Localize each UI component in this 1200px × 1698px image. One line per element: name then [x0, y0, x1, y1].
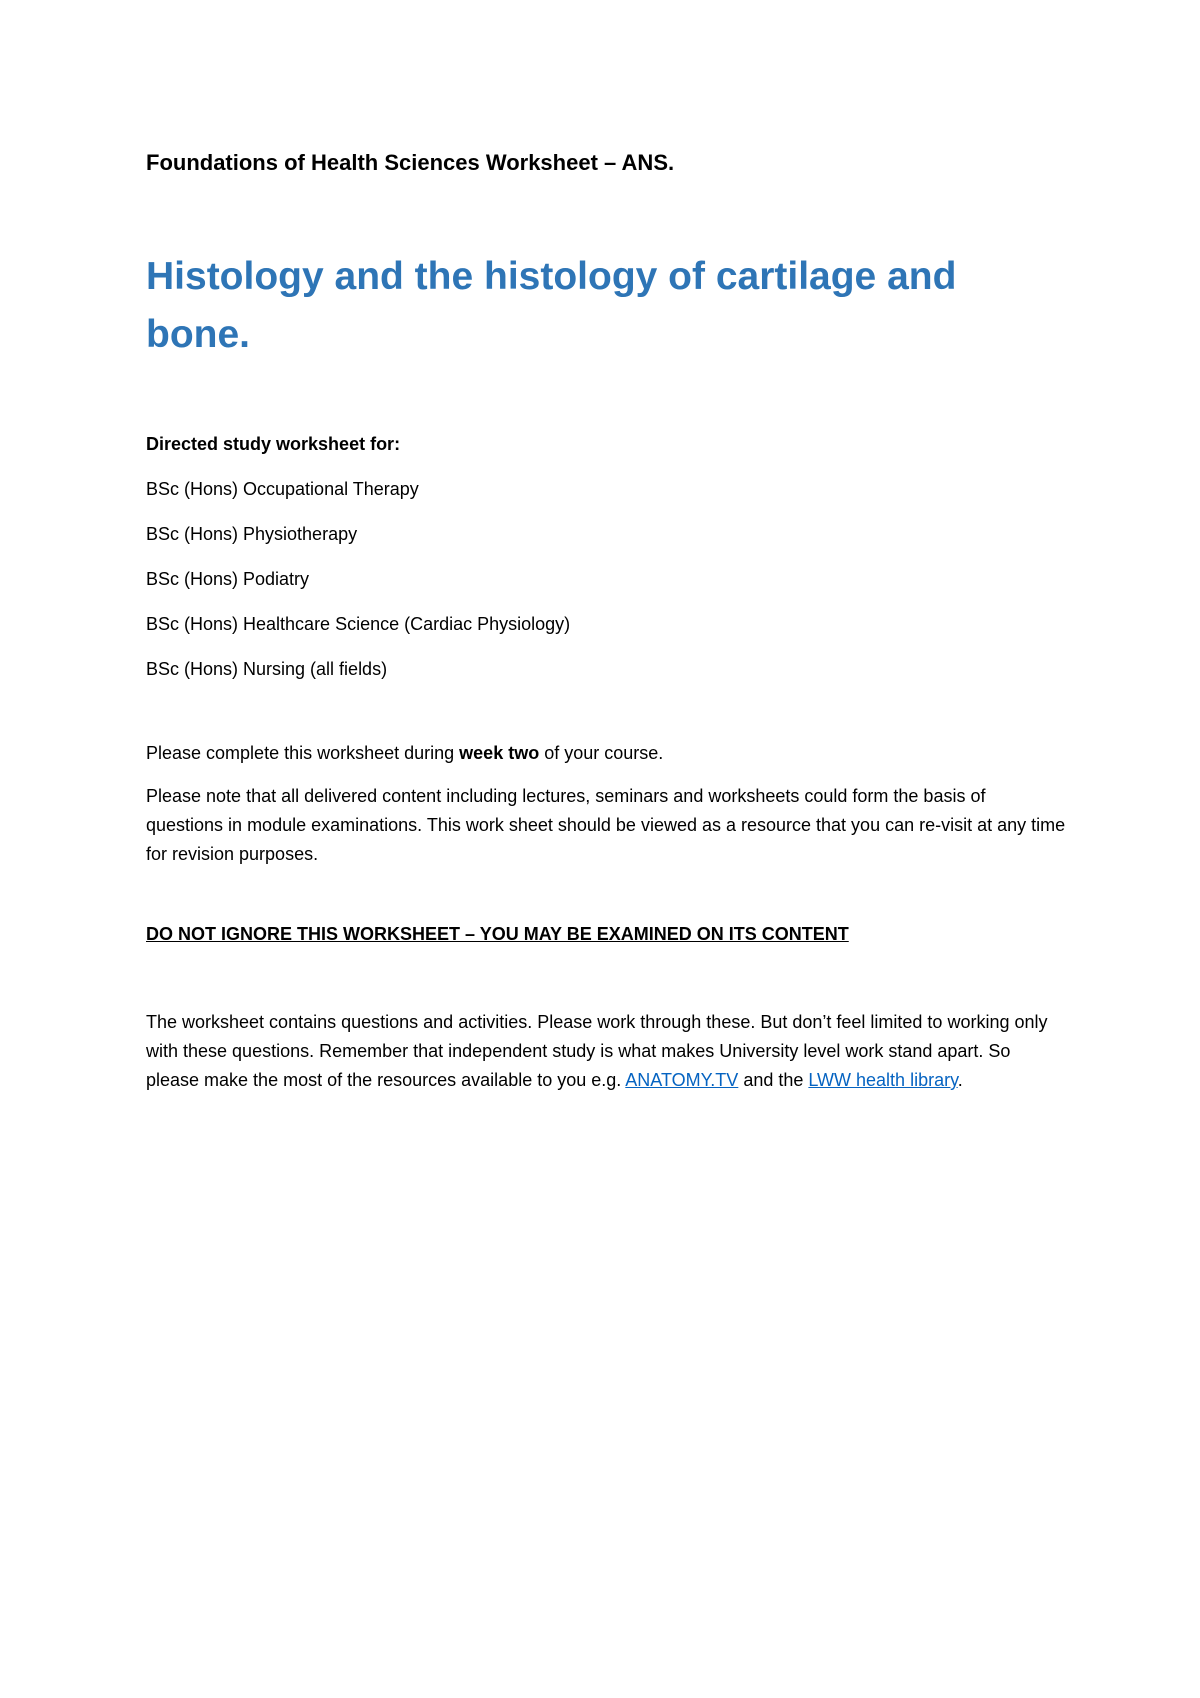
intro-text-end: . — [957, 1070, 963, 1090]
intro-paragraph — [146, 1008, 1066, 1095]
completion-suffix: of your course. — [539, 743, 664, 763]
page-title: Histology and the histology of cartilage and bone. — [146, 255, 957, 356]
page-content — [146, 148, 1066, 1095]
completion-week: week two — [459, 743, 540, 763]
lww-health-library-link[interactable]: LWW health library — [808, 1070, 958, 1090]
programme-item-healthcare-science: BSc (Hons) Healthcare Science (Cardiac Physiology) — [146, 614, 571, 634]
exam-note: Please note that all delivered content including lectures, seminars and worksheets could form the basis of questions in module examinations. This work sheet should be viewed as a resource that you can re-visit at any time for revision purposes. — [146, 786, 1066, 864]
programme-item-physiotherapy: BSc (Hons) Physiotherapy — [146, 524, 358, 544]
worksheet-header: Foundations of Health Sciences Worksheet – ANS. — [146, 150, 675, 175]
directed-study-heading: Directed study worksheet for: — [146, 434, 401, 454]
programme-item-podiatry: BSc (Hons) Podiatry — [146, 569, 310, 589]
completion-instruction — [146, 739, 1066, 768]
programme-item-nursing: BSc (Hons) Nursing (all fields) — [146, 659, 388, 679]
warning-notice: DO NOT IGNORE THIS WORKSHEET – YOU MAY BE EXAMINED ON ITS CONTENT — [146, 924, 849, 944]
intro-text: The worksheet contains questions and activities. Please work through these. But don’t feel limited to working only with these questions. Remember that independent study is what makes University level work stand apart. So please make the most of the resources available to you e.g. — [146, 1012, 1048, 1090]
completion-prefix: Please complete this worksheet during — [146, 743, 460, 763]
programme-list — [146, 477, 1066, 681]
anatomy-tv-link[interactable]: ANATOMY.TV — [625, 1070, 739, 1090]
intro-text-between: and the — [738, 1070, 809, 1090]
programme-item-occupational-therapy: BSc (Hons) Occupational Therapy — [146, 479, 419, 499]
